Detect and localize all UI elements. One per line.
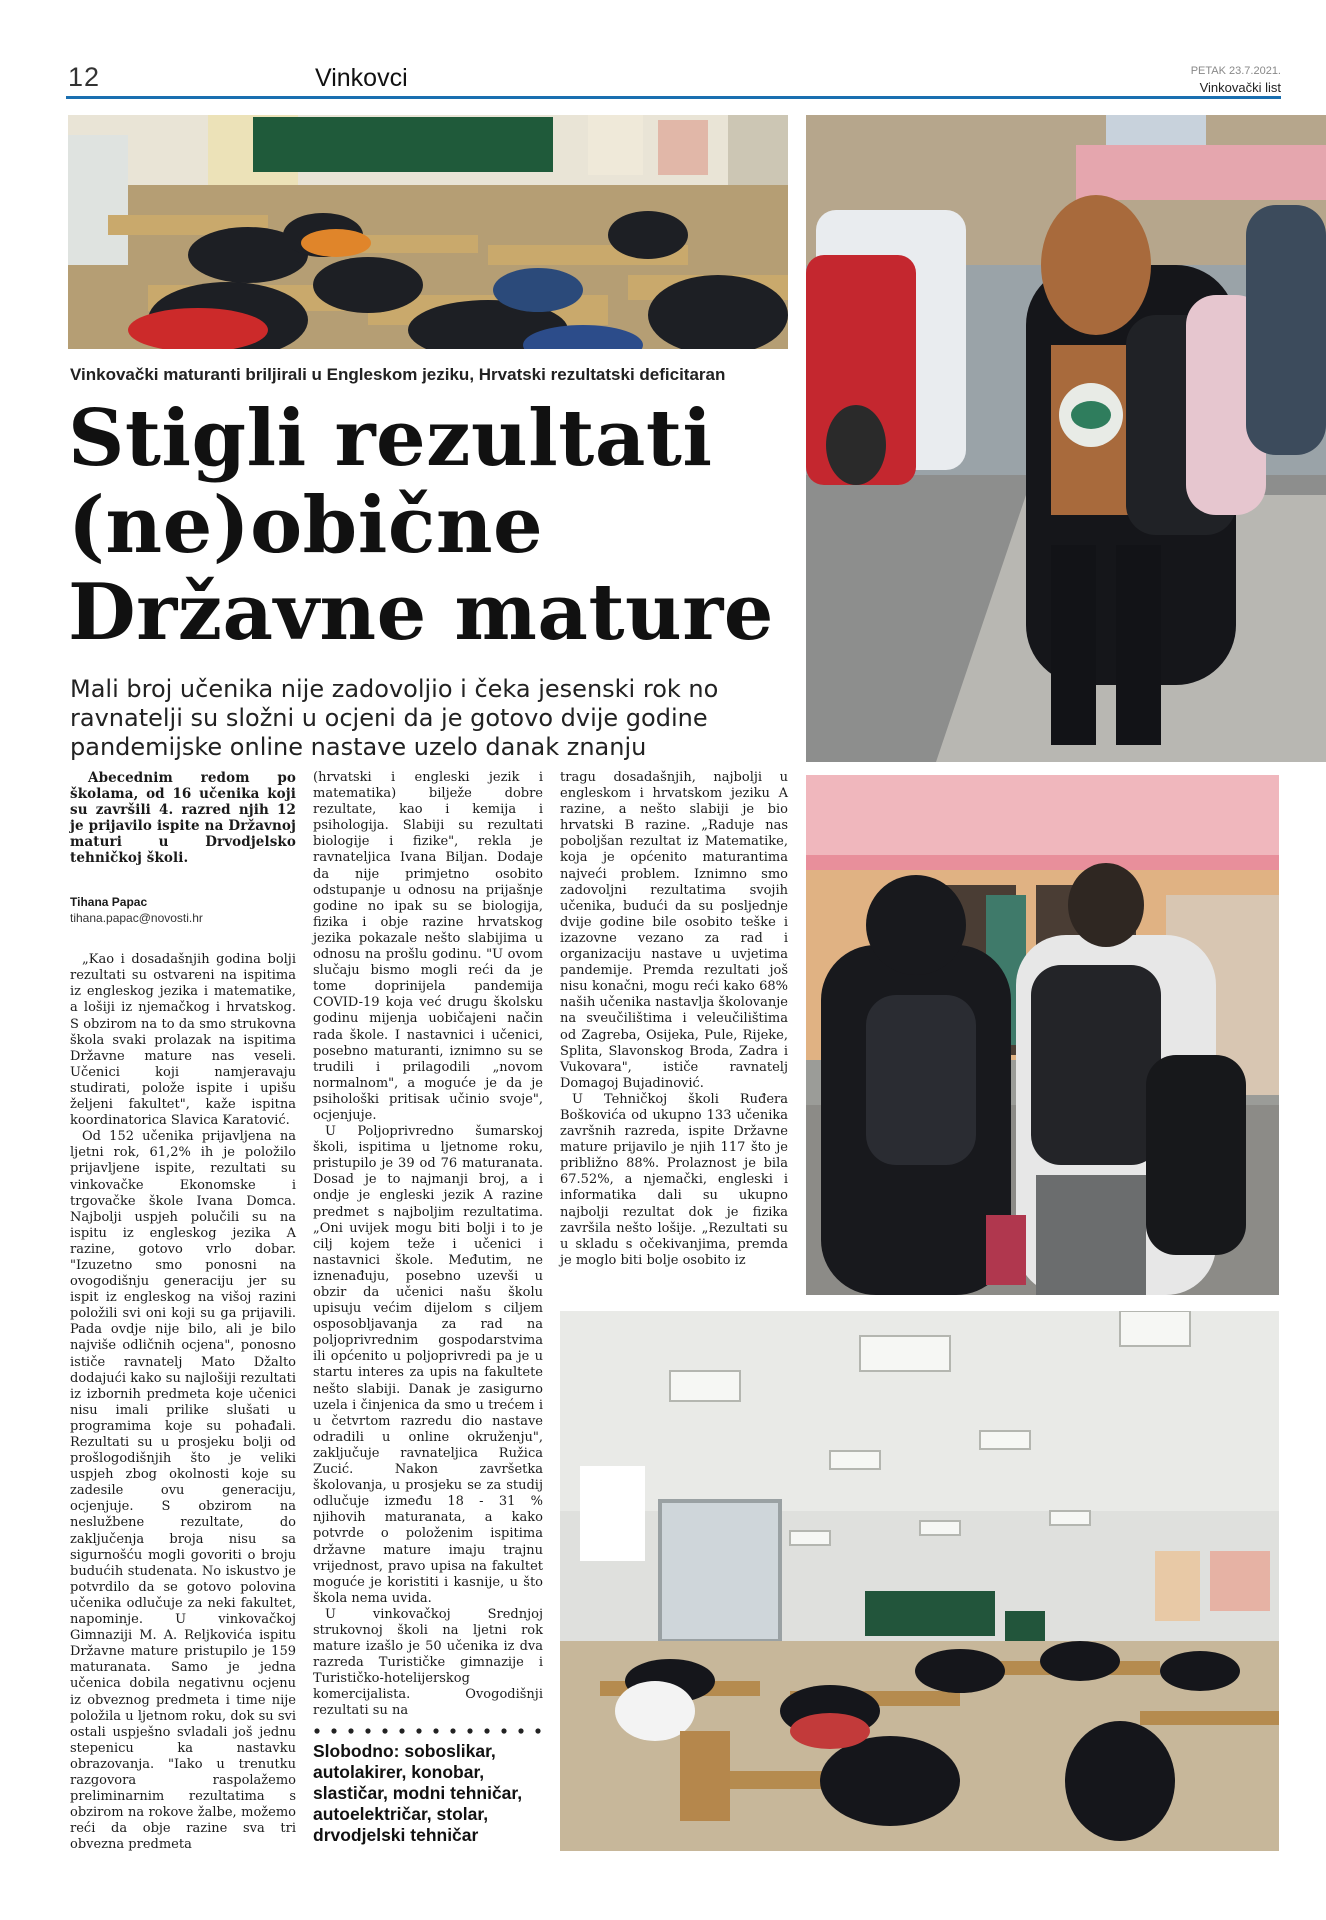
- newspaper-name: Vinkovački list: [1199, 80, 1281, 95]
- section-name: Vinkovci: [315, 64, 408, 92]
- headline-line: (ne)obične: [68, 480, 544, 571]
- author-email: tihana.papac@novosti.hr: [70, 911, 203, 926]
- body-paragraph: „Kao i dosadašnjih godina bolji rezultati su ostvareni na ispitima iz engleskog jezika i matematike, a lošiji iz njemačkog i hrvatskog. S obzirom na to da smo strukovna škola svaki prolazak na ispitima Državne mature nas veseli. Učenici koji namjeravaju studirati, polože ispite i upišu željeni fakultet", kaže ispitna koordinatorica Slavica Karatović.: [70, 952, 296, 1129]
- body-paragraph: (hrvatski i engleski jezik i matematika) bilježe dobre rezultate, kao i kemija i psihologija. Slabiji su rezultati biologije i fizike", rekla je ravnateljica Ivana Biljan. Dodaje da nije primjetno osobito odstupanje u odnosu na prijašnje godine no ipak su se biologija, fizika i obje razine hrvatskog jezika pokazale nešto slabijima u odnosu na prošlu godinu. "U ovom slučaju bismo mogli reći da je tome doprinijela pandemija COVID-19 koja već drugu školsku godinu mijenja uobičajeni način rada škole. I nastavnici i učenici, posebno maturanti, iznimno su se trudili i prilagodili „novom normalnom", a moguće je da je psihološki pritisak učinio svoje", ocjenjuje.: [313, 770, 543, 1123]
- headline-line: Državne mature: [68, 567, 774, 658]
- author-name: Tihana Papac: [70, 895, 148, 909]
- body-paragraph: U vinkovačkoj Srednjoj strukovnoj školi na ljetni rok mature izašlo je 50 učenika iz dva razreda Turističke gimnazije i Turističko-hotelijerskog komercijalista. Ovogodišnji rezultati su na: [313, 1606, 543, 1719]
- dotted-separator: [313, 1727, 543, 1735]
- students-backpacks-photo: [806, 775, 1279, 1295]
- article-callout: Slobodno: soboslikar, autolakirer, konobar, slastičar, modni tehničar, autoelektričar, stolar, drvodjelski tehničar: [313, 1741, 523, 1845]
- issue-date: PETAK 23.7.2021.: [1190, 65, 1281, 77]
- body-paragraph: U Tehničkoj školi Ruđera Boškovića od ukupno 133 učenika završnih razreda, ispite Državne mature prijavilo je njih 117 što je približno 88%. Prolaznost je bila 67.52%, a njemački, engleski i informatika dali su ukupno najbolji rezultat dok je fizika završila nešto lošije. „Rezultati su u skladu s očekivanjima, premda je moglo biti bolje osobito iz: [560, 1091, 788, 1268]
- article-column-1: [70, 770, 296, 1853]
- body-paragraph: Od 152 učenika prijavljena na ljetni rok, 61,2% ih je položilo prijavljene ispite, rezultati su vinkovačke Ekonomske i trgovačke škole Ivana Domca. Najbolji uspjeh polučili su na ispitu iz engleskog jezika A razine, gotovo vrlo dobar. "Izuzetno smo ponosni na ovogodišnju generaciju jer su ispit iz engleskog na višoj razini položili svi oni koji su ga prijavili. Pada ovdje nije bilo, ali je bilo najviše odličnih ocjena", ponosno ističe ravnatelj Mato Džalto dodajući kako su najlošiji rezultati iz izbornih predmeta koje učenici nisu imali prilike slušati u programima koje su pohađali. Rezultati su u prosjeku bolji od prošlogodišnjih što je veliki uspjeh zbog okolnosti koje su zadesile ovu generaciju, ocjenjuje. S obzirom na neslužbene rezultate, do zaključenja broja nisu sa sigurnošću mogli govoriti o broju budućih studenata. No iskustvo je potvrdilo da se gotovo polovina učenika odlučuje za neki fakultet, napominje. U vinkovačkoj Gimnaziji M. A. Reljkovića ispitu Državne mature pristupilo je 159 maturanata. Samo je jedna učenica dobila negativnu ocjenu iz obveznog predmeta i time nije položila u ljetnom roku, dok su svi ostali uspješno svladali još jednu stepenicu ka nastavku obrazovanja. "Iako u trenutku razgovora raspolažemo preliminarnim rezultatima s obzirom na rokove žalbe, možemo reći da obje razine sva tri obvezna predmeta: [70, 1129, 296, 1853]
- header-rule: [66, 96, 1281, 99]
- article-deck: Mali broj učenika nije zadovoljio i čeka jesenski rok no ravnatelji su složni u ocjeni da je gotovo dvije godine pandemijske online nastave uzelo danak znanju: [70, 675, 719, 761]
- article-kicker: Vinkovački maturanti briljirali u Engleskom jeziku, Hrvatski rezultatski deficitaran: [70, 365, 726, 384]
- classroom-exam-photo-top: [68, 115, 788, 349]
- students-walking-street-photo: [806, 115, 1326, 762]
- article-headline: [68, 395, 798, 656]
- body-paragraph: tragu dosadašnjih, najbolji u engleskom i hrvatskom jeziku A razine, a nešto slabiji je bio hrvatski B razine. „Raduje nas poboljšan rezultat iz Matematike, koja je općenito maturantima najveći problem. Iznimno smo zadovoljni rezultatima svojih učenika, budući da su posljednje dvije godine bile osobito teške i izazovne vezano za rad i organizaciju nastave u uvjetima pandemije. Premda rezultati još nisu konačni, mogu reći kako 68% naših učenika nastavlja školovanje na sveučilištima i veleučilištima od Zagreba, Osijeka, Pule, Rijeke, Splita, Slavonskog Broda, Zadra i Vukovara", ističe ravnatelj Domagoj Bujadinović.: [560, 770, 788, 1091]
- classroom-exam-photo-bottom: [560, 1311, 1279, 1851]
- page-number: 12: [68, 62, 101, 92]
- article-lead: Abecednim redom po školama, od 16 učenika koji su završili 4. razred njih 12 je prijavilo ispite na Državnoj maturi u Drvodjelsko tehničkoj školi.: [70, 770, 296, 866]
- body-paragraph: U Poljoprivredno šumarskoj školi, ispitima u ljetnome roku, pristupilo je 39 od 76 maturanata. Dosad je to najmanji broj, a i ondje je engleski jezik A razine predmet s najboljim rezultatima. „Oni uvijek mogu biti bolji i to je cilj kojem teže i učenici i nastavnici škole. Međutim, ne iznenađuju, posebno uzevši u obzir da učenici našu školu upisuju većim dijelom s ciljem osposobljavanja za rad na poljoprivrednim gospodarstvima ili općenito u poljoprivredi pa je u startu interes za upis na fakultete nešto slabiji. Danak je zasigurno uzela i činjenica da smo u trećem i u četvrtom razredu dio nastave odradili u online okruženju", zaključuje ravnateljica Ružica Zucić. Nakon završetka školovanja, u prosjeku se za studij odlučuje između 18 - 31 % njihovih maturanata, a kako potvrde o položenim ispitima državne mature imaju trajnu vrijednost, pravo upisa na fakultet moguće je koristiti i kasnije, u što škola nema uvida.: [313, 1124, 543, 1606]
- article-column-2: [313, 770, 543, 1720]
- headline-line: Stigli rezultati: [68, 393, 713, 484]
- article-column-3: [560, 770, 788, 1269]
